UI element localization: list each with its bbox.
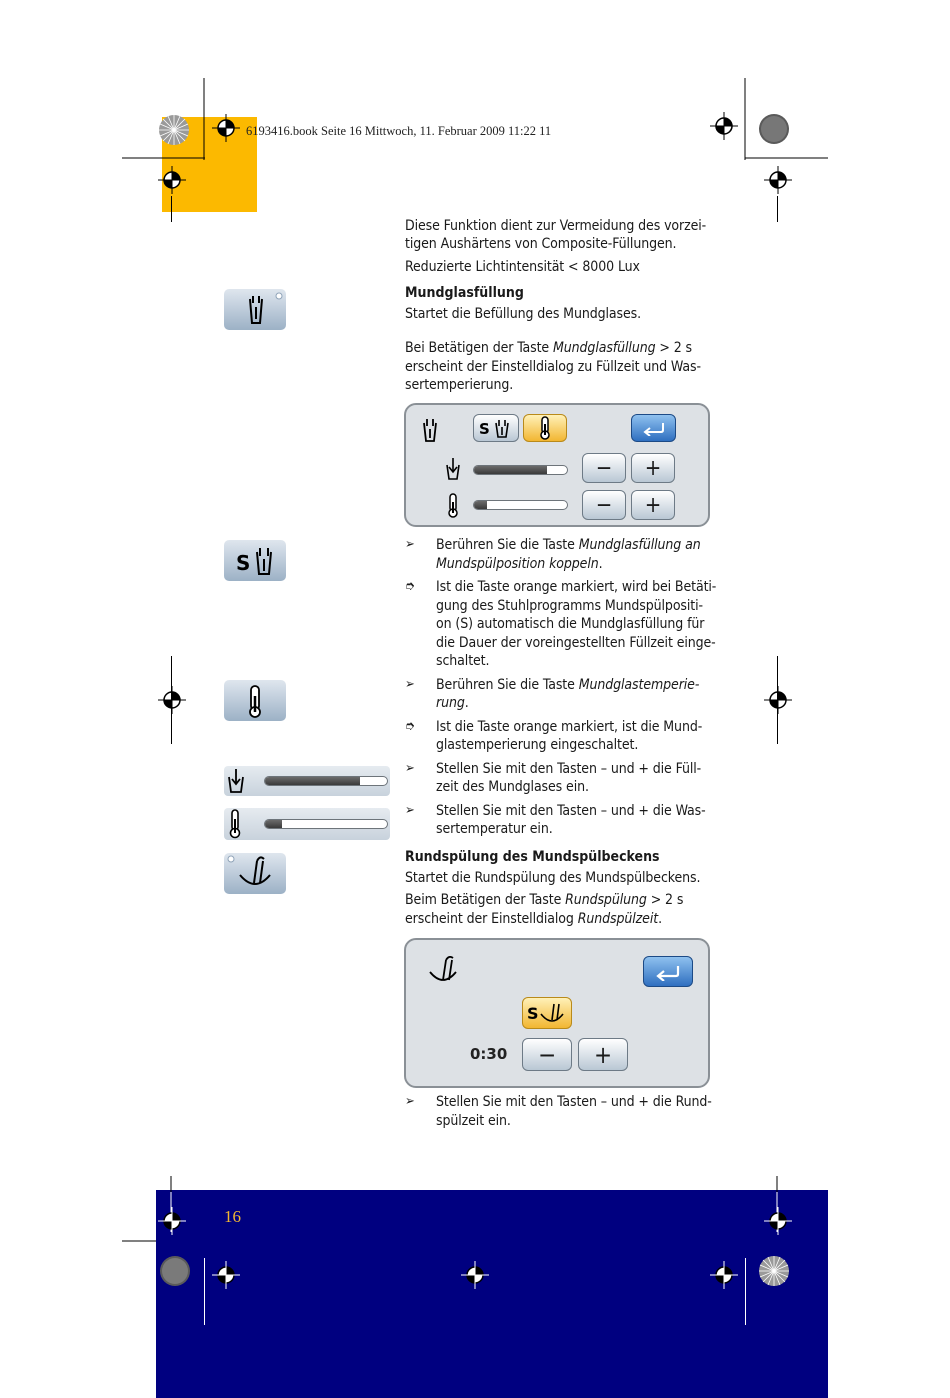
text-italic: Mundglastemperie-	[578, 676, 700, 693]
arrow-bullet-icon: ➢	[405, 1094, 415, 1109]
plus-label: +	[644, 492, 662, 518]
result-arrow-icon: ➮	[405, 718, 415, 734]
grey-dot-icon	[159, 1255, 191, 1291]
text-part: erscheint der Einstelldialog	[405, 910, 578, 927]
text-line: spülzeit ein.	[436, 1112, 511, 1129]
rinse-time-value: 0:30	[470, 1045, 508, 1063]
page-number: 16	[224, 1207, 241, 1226]
intro-line-2: tigen Aushärtens von Composite-Füllungen.	[405, 236, 677, 252]
svg-text:S: S	[527, 1004, 539, 1023]
footer-crop-line	[204, 1258, 205, 1325]
registration-mark-icon	[764, 1207, 792, 1239]
registration-mark-icon	[461, 1261, 489, 1293]
plus-label: +	[593, 1040, 613, 1069]
text-italic: Rundspülung	[565, 892, 647, 908]
text-part: Ist die Taste orange markiert, wird bei Betäti-	[436, 579, 717, 595]
minus-label: −	[595, 492, 613, 518]
intro-line-1: Diese Funktion dient zur Vermeidung des vorzei-	[405, 218, 707, 234]
mundglas-heading: Mundglasfüllung	[405, 285, 524, 301]
minus-label: −	[595, 455, 613, 481]
svg-text:S: S	[479, 420, 490, 438]
svg-text:S: S	[236, 551, 251, 575]
text-part: on (S) automatisch die Mundglasfüllung für	[436, 616, 705, 632]
rundspuelung-heading: Rundspülung des Mundspülbeckens	[405, 849, 660, 865]
text-part: .	[464, 695, 469, 711]
text-line: sertemperierung.	[405, 377, 514, 393]
text-part: Stellen Sie mit den Tasten – und + die Was-	[436, 802, 706, 819]
registration-mark-icon	[212, 1261, 240, 1293]
minus-label: −	[537, 1040, 557, 1069]
result-arrow-icon: ➮	[405, 579, 415, 594]
text-italic: Mundglasfüllung	[552, 340, 656, 356]
registration-mark-icon	[158, 1207, 186, 1239]
text-part: die Dauer der voreingestellten Füllzeit einge-	[436, 634, 716, 651]
text-part: gung des Stuhlprogramms Mundspülpositi-	[436, 597, 703, 614]
plus-label: +	[644, 455, 662, 481]
text-part: schaltet.	[436, 653, 490, 669]
arrow-bullet-icon: ➢	[405, 676, 415, 692]
text-italic: Mundglasfüllung an	[578, 537, 701, 553]
text-part: Stellen Sie mit den Tasten – und + die Füll-	[436, 760, 702, 777]
text-part: glastemperierung eingeschaltet.	[436, 737, 639, 753]
text-line: erscheint der Einstelldialog zu Füllzeit und Was-	[405, 358, 701, 375]
text-part: Ist die Taste orange markiert, ist die Mund-	[436, 718, 703, 735]
mundglas-desc: Startet die Befüllung des Mundglases.	[405, 306, 642, 322]
text-part: > 2 s	[646, 892, 684, 908]
arrow-bullet-icon: ➢	[405, 760, 415, 776]
intro-light-intensity: Reduzierte Lichtintensität < 8000 Lux	[405, 259, 640, 275]
arrow-bullet-icon: ➢	[405, 537, 415, 552]
text-line: Stellen Sie mit den Tasten – und + die Rund-	[436, 1094, 712, 1110]
text-part: > 2 s	[655, 340, 693, 356]
text-part: .	[598, 555, 603, 572]
star-target-icon	[758, 1255, 790, 1291]
text-part: Berühren Sie die Taste	[436, 676, 579, 693]
text-part: zeit des Mundglases ein.	[436, 779, 589, 795]
arrow-bullet-icon: ➢	[405, 802, 415, 818]
text-part: Beim Betätigen der Taste	[405, 892, 566, 908]
footer-crop-line	[745, 1258, 746, 1325]
text-italic: Mundspülposition koppeln	[436, 555, 599, 572]
text-part: sertemperatur ein.	[436, 821, 553, 837]
text-italic: Rundspülzeit	[577, 910, 659, 927]
registration-mark-icon	[710, 1261, 738, 1293]
text-part: Berühren Sie die Taste	[436, 537, 579, 553]
book-info: 6193416.book Seite 16 Mittwoch, 11. Februar 2009 11:22 11	[246, 124, 552, 138]
text-part: .	[658, 910, 662, 927]
text-part: Bei Betätigen der Taste	[405, 340, 553, 356]
rundspuelung-desc: Startet die Rundspülung des Mundspülbeckens.	[405, 870, 701, 886]
text-italic: rung	[436, 695, 465, 711]
